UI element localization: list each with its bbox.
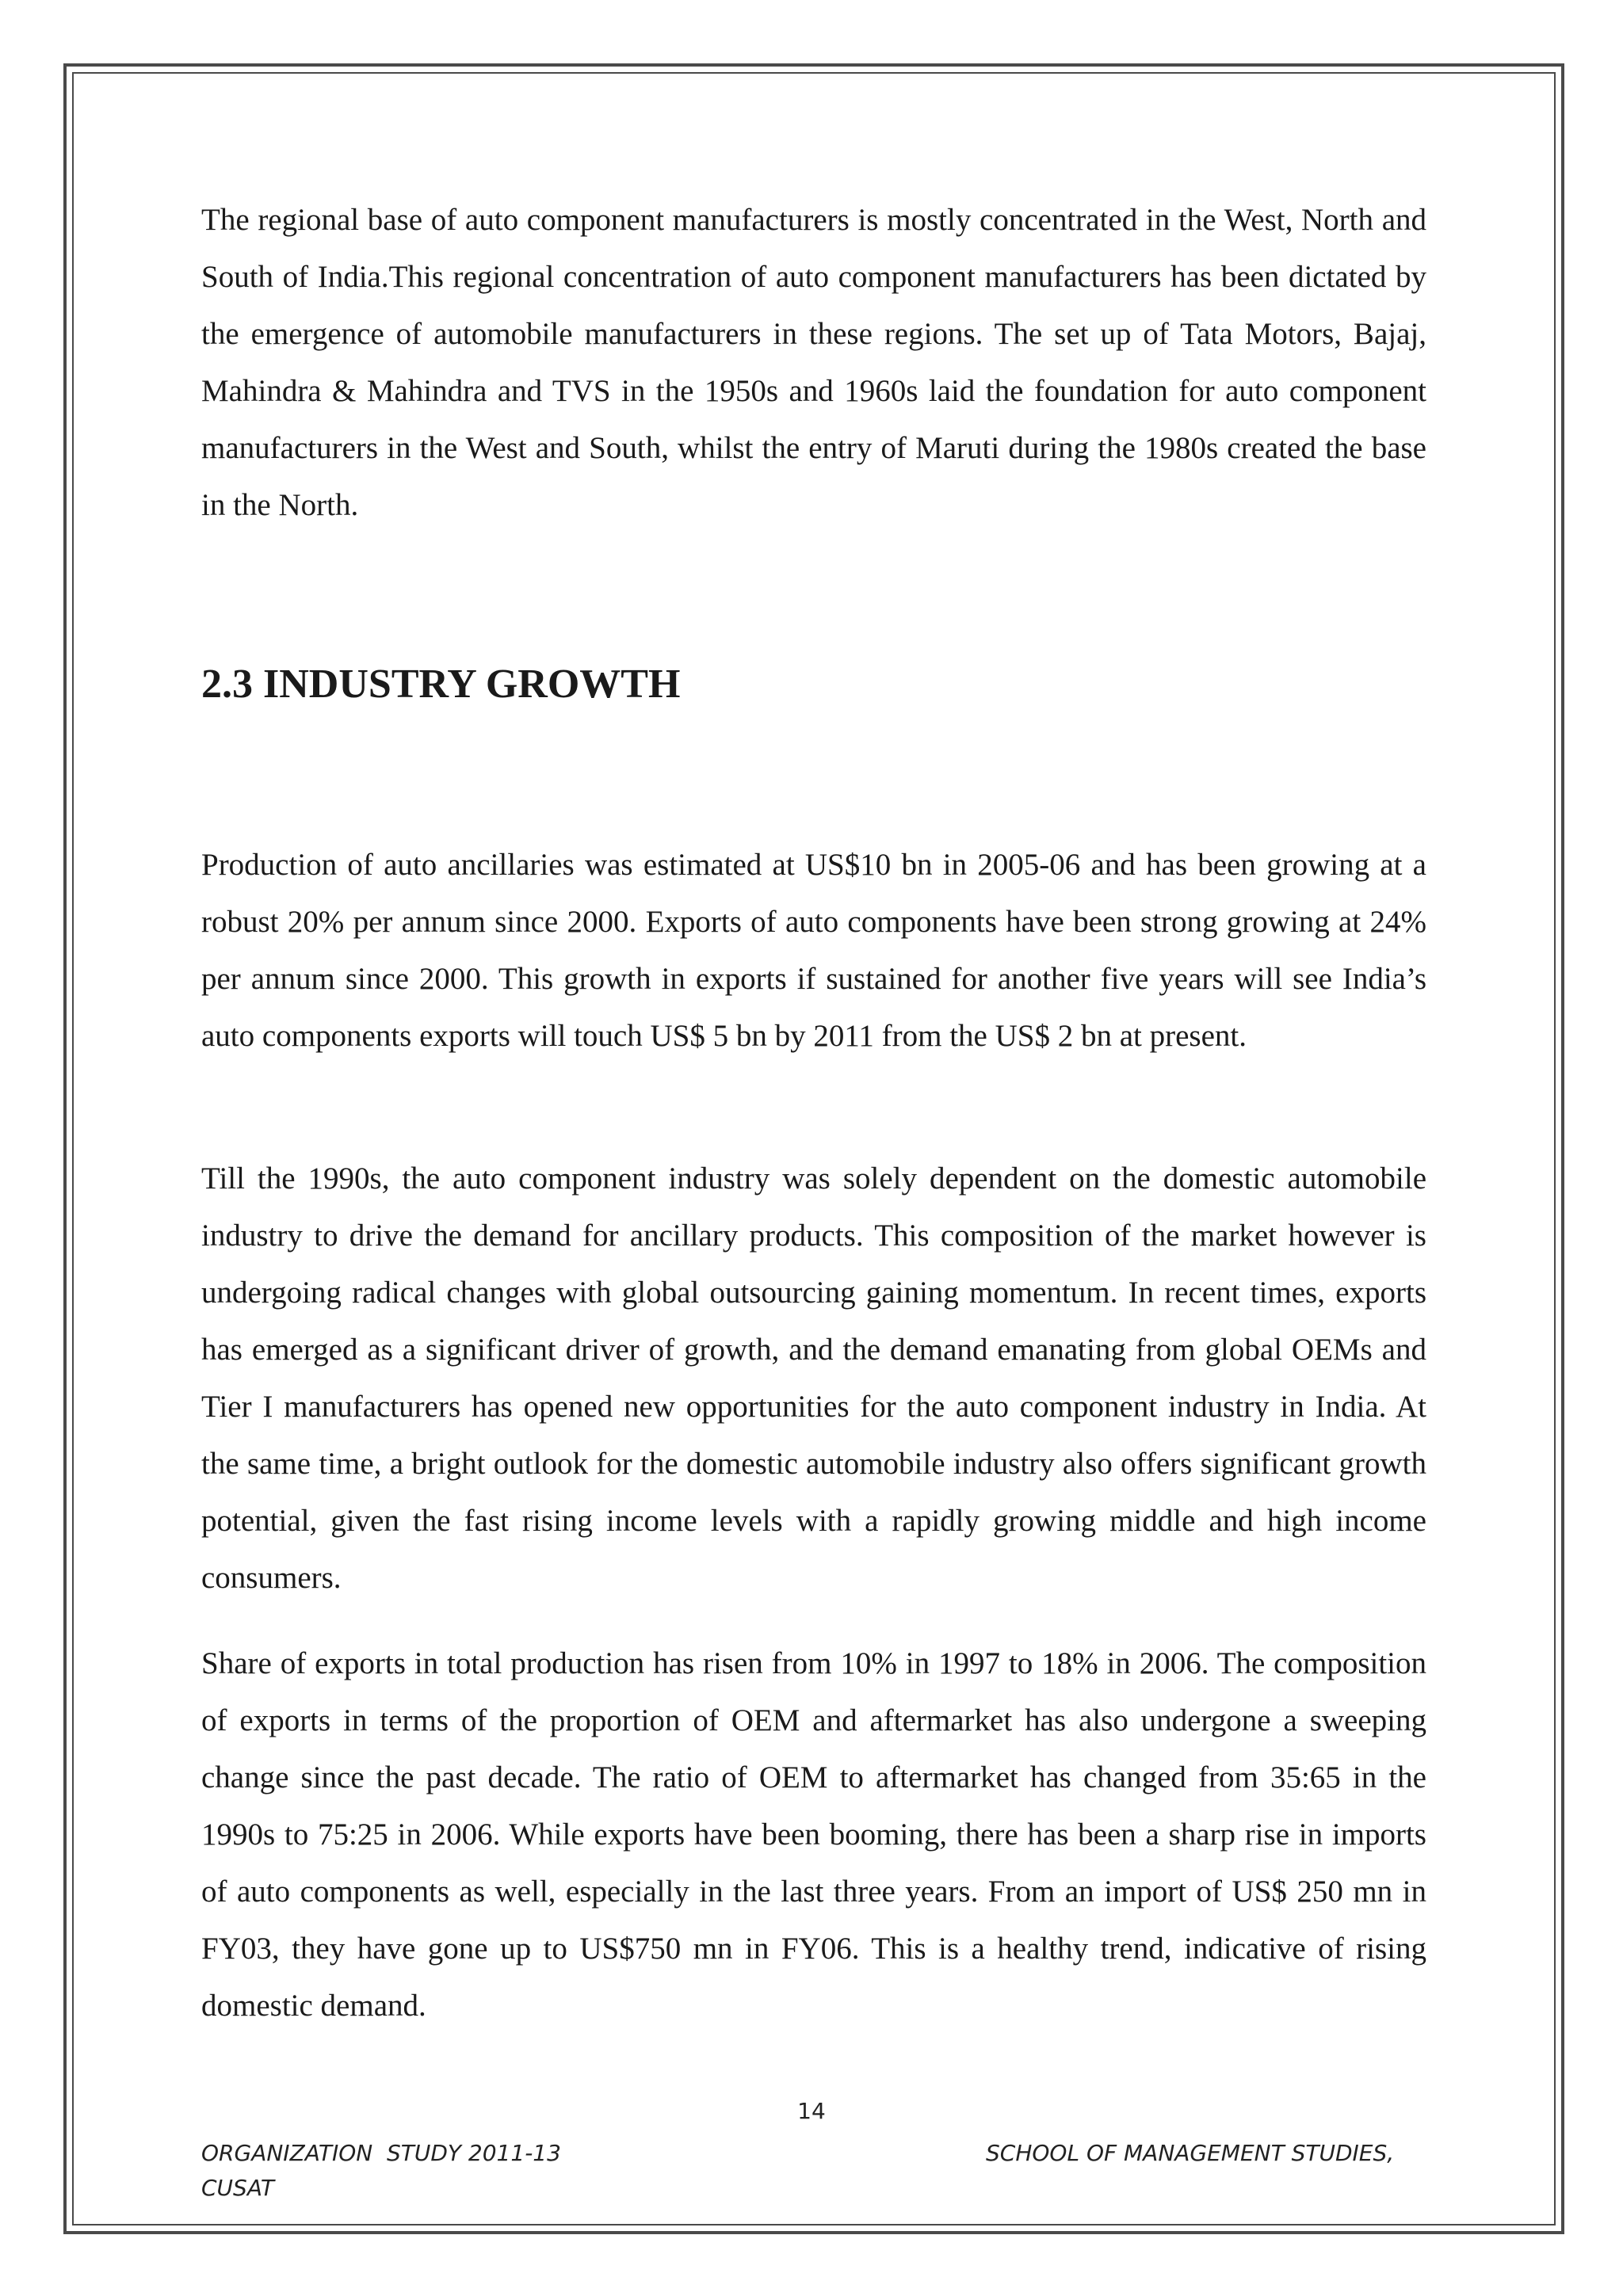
footer-left <box>201 2136 756 2206</box>
body-paragraph-regional-base: The regional base of auto component manufacturers is mostly concentrated in the West, North and South of India.This regional concentration of auto component manufacturers has been dictated by the emergence of automobile manufacturers in these regions. The set up of Tata Motors, Bajaj, Mahindra & Mahindra and TVS in the 1950s and 1960s laid the foundation for auto component manufacturers in the West and South, whilst the entry of Maruti during the 1980s created the base in the North. <box>201 203 1426 522</box>
page-number: 14 <box>797 2098 826 2124</box>
body-paragraph-production: Production of auto ancillaries was estimated at US$10 bn in 2005-06 and has been growing at a robust 20% per annum since 2000. Exports of auto components have been strong growing at 24% per annum since 2000. This growth in exports if sustained for another five years will see India’s auto components exports will touch US$ 5 bn by 2011 from the US$ 2 bn at present. <box>201 848 1426 1053</box>
section-heading: 2.3 INDUSTRY GROWTH <box>201 662 681 707</box>
body-paragraph-exports-share: Share of exports in total production has risen from 10% in 1997 to 18% in 2006. The composition of exports in terms of the proportion of OEM and aftermarket has also undergone a sweeping change since the past decade. The ratio of OEM to aftermarket has changed from 35:65 in the 1990s to 75:25 in 2006. While exports have been booming, there has been a sharp rise in imports of auto components as well, especially in the last three years. From an import of US$ 250 mn in FY03, they have gone up to US$750 mn in FY06. This is a healthy trend, indicative of rising domestic demand. <box>201 1646 1426 2023</box>
body-paragraph-domestic-demand: Till the 1990s, the auto component industry was solely dependent on the domestic automobile industry to drive the demand for ancillary products. This composition of the market however is undergoing radical changes with global outsourcing gaining momentum. In recent times, exports has emerged as a significant driver of growth, and the demand emanating from global OEMs and Tier I manufacturers has opened new opportunities for the auto component industry in India. At the same time, a bright outlook for the domestic automobile industry also offers significant growth potential, given the fast rising income levels with a rapidly growing middle and high income consumers. <box>201 1161 1426 1595</box>
footer-left-line-2: CUSAT <box>201 2175 275 2201</box>
footer-right: SCHOOL OF MANAGEMENT STUDIES, <box>986 2140 1395 2166</box>
footer-left-line-1: ORGANIZATION STUDY 2011-13 <box>201 2140 561 2166</box>
